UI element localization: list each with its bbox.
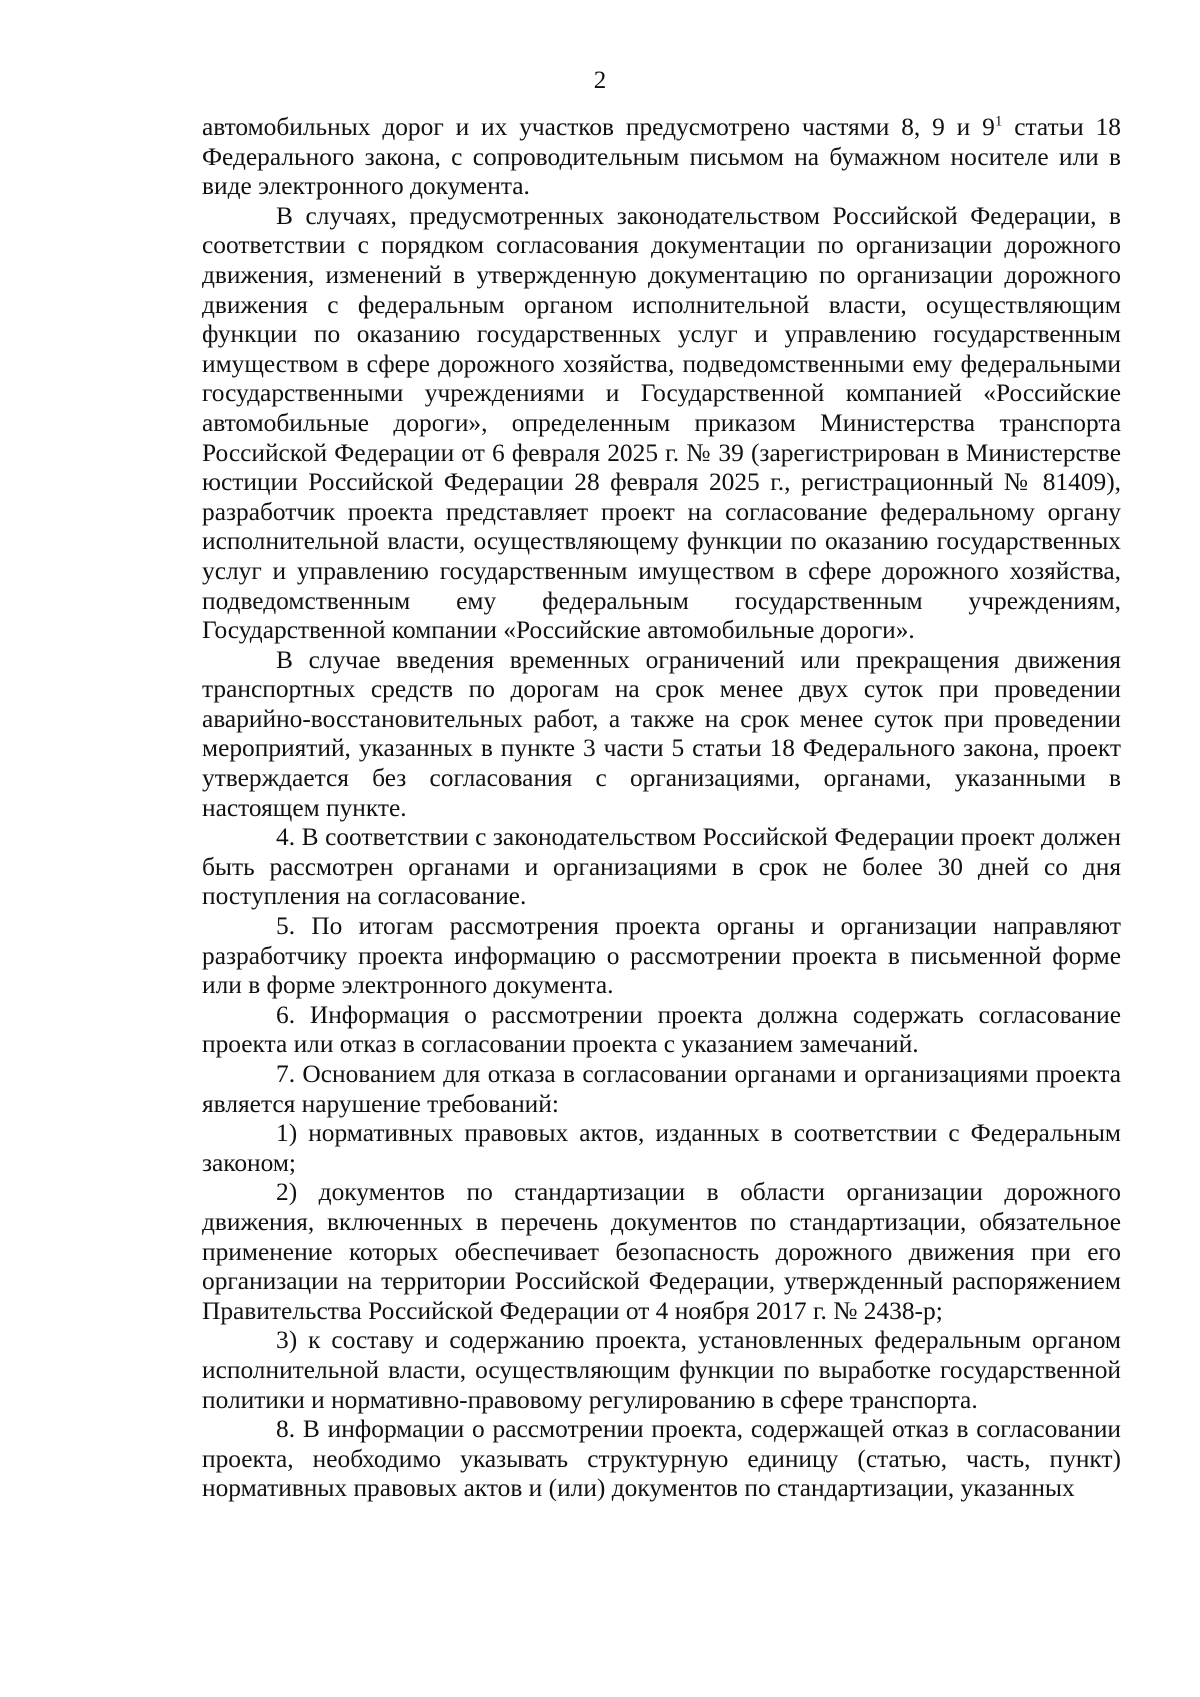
document-body [202,113,1121,1504]
paragraph-temporary-restrictions: В случае введения временных ограничений или прекращения движения транспортных средств по дорогам на срок менее двух суток при проведении аварийно-восстановительных работ, а также на срок менее суток при проведении мероприятий, указанных в пункте 3 части 5 статьи 18 Федерального закона, проект утверждается без согласования с организациями, органами, указанными в настоящем пункте. [202,645,1121,822]
paragraph-item-6: 6. Информация о рассмотрении проекта должна содержать согласование проекта или отказ в согласовании проекта с указанием замечаний. [202,1000,1121,1059]
paragraph-approval-cases: В случаях, предусмотренных законодательством Российской Федерации, в соответствии с порядком согласования документации по организации дорожного движения, изменений в утвержденную документацию по организации дорожного движения с федеральным органом исполнительной власти, осуществляющим функции по оказанию государственных услуг и управлению государственным имуществом в сфере дорожного хозяйства, подведомственными ему федеральными государственными учреждениями и Государственной компанией «Российские автомобильные дороги», определенным приказом Министерства транспорта Российской Федерации от 6 февраля 2025 г. № 39 (зарегистрирован в Министерстве юстиции Российской Федерации 28 февраля 2025 г., регистрационный № 81409), разработчик проекта представляет проект на согласование федеральному органу исполнительной власти, осуществляющему функции по оказанию государственных услуг и управлению государственным имуществом в сфере дорожного хозяйства, подведомственным ему федеральным государственным учреждениям, Государственной компании «Российские автомобильные дороги». [202,201,1121,645]
paragraph-continuation [202,113,1121,202]
paragraph-item-7-3: 3) к составу и содержанию проекта, установленных федеральным органом исполнительной власти, осуществляющим функции по выработке государственной политики и нормативно-правовому регулированию в сфере транспорта. [202,1326,1121,1414]
page-number: 2 [593,67,607,94]
paragraph-item-8: 8. В информации о рассмотрении проекта, содержащей отказ в согласовании проекта, необходимо указывать структурную единицу (статью, часть, пункт) нормативных правовых актов и (или) документов по стандартизации, указанных [202,1415,1121,1503]
paragraph-text: статьи 18 Федерального закона, с сопроводительным письмом на бумажном носителе или в виде электронного документа. [202,113,1121,201]
paragraph-item-7-1: 1) нормативных правовых актов, изданных в соответствии с Федеральным законом; [202,1119,1121,1177]
superscript: 1 [994,113,1003,130]
paragraph-item-4: 4. В соответствии с законодательством Российской Федерации проект должен быть рассмотрен органами и организациями в срок не более 30 дней со дня поступления на согласование. [202,823,1121,911]
paragraph-item-5: 5. По итогам рассмотрения проекта органы и организации направляют разработчику проекта информацию о рассмотрении проекта в письменной форме или в форме электронного документа. [202,912,1121,1000]
paragraph-item-7-2: 2) документов по стандартизации в области организации дорожного движения, включенных в перечень документов по стандартизации, обязательное применение которых обеспечивает безопасность дорожного движения при его организации на территории Российской Федерации, утвержденный распоряжением Правительства Российской Федерации от 4 ноября 2017 г. № 2438-р; [202,1178,1121,1325]
paragraph-text: автомобильных дорог и их участков предусмотрено частями 8, 9 и 9 [202,113,995,141]
paragraph-item-7: 7. Основанием для отказа в согласовании органами и организациями проекта является нарушение требований: [202,1060,1121,1118]
